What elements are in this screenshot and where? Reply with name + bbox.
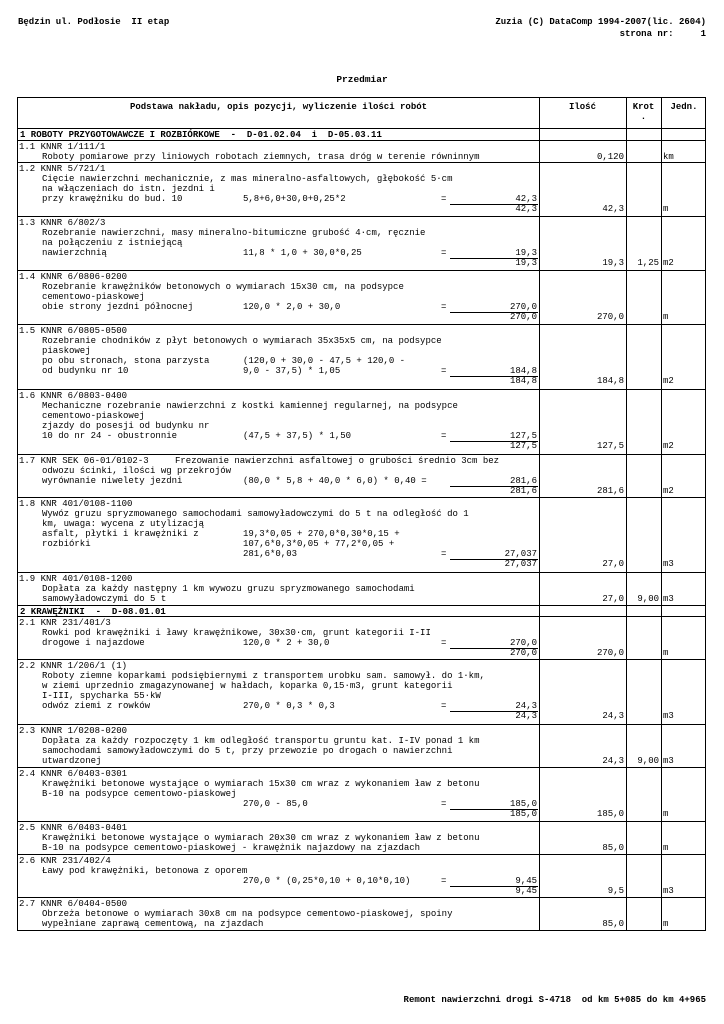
item-desc: Dopłata za każdy rozpoczęty 1 km odległość transportu gruntu kat. I-IV ponad 1 km (42, 736, 480, 746)
column-header-multiplier: Krot (632, 102, 655, 112)
item-equals: = (441, 799, 447, 809)
item-multiplier: 1,25 (637, 258, 659, 268)
item-equals: = (441, 431, 447, 441)
item-code: 2.7 KNNR 6/0404-0500 (19, 899, 128, 909)
item-unit: m3 (663, 756, 674, 766)
item-equals: = (441, 549, 447, 559)
item-multiplier: 9,00 (637, 594, 659, 604)
table-row (18, 389, 705, 451)
item-formula: 9,0 - 37,5) * 1,05 (243, 366, 341, 376)
item-equals: = (441, 248, 447, 258)
item-formula: 107,6*0,3*0,05 + 77,2*0,05 + (243, 539, 395, 549)
item-unit: m (663, 312, 669, 322)
item-subtotal: 185,0 (509, 799, 537, 809)
col-divider-unit (661, 98, 662, 930)
table-row (18, 216, 705, 268)
item-desc: 10 do nr 24 - obustronnie (42, 431, 178, 441)
item-equals: = (441, 366, 447, 376)
item-quantity: 24,3 (602, 756, 624, 766)
item-code: 1.6 KNNR 6/0803-0400 (19, 391, 128, 401)
column-header-quantity: Ilość (568, 102, 596, 112)
item-desc: I-III, spycharka 55·kW (42, 691, 161, 701)
item-total: 9,45 (515, 886, 537, 896)
item-code: 2.1 KNR 231/401/3 (19, 618, 111, 628)
item-total: 24,3 (515, 711, 537, 721)
item-desc: od budynku nr 10 (42, 366, 129, 376)
table-row (18, 767, 705, 819)
item-quantity: 85,0 (602, 919, 624, 929)
item-desc: Mechaniczne rozebranie nawierzchni z kostki kamiennej regularnej, na podsypce (42, 401, 458, 411)
item-desc: Ławy pod krawężniki, betonowa z oporem (42, 866, 248, 876)
item-subtotal: 184,8 (509, 366, 537, 376)
item-equals: = (441, 876, 447, 886)
item-desc: rozbiórki (42, 539, 91, 549)
item-desc: Rozebranie krawężników betonowych o wymiarach 15x30 cm, na podsypce (42, 282, 404, 292)
item-subtotal: 27,037 (504, 549, 537, 559)
item-unit: m (663, 204, 669, 214)
item-quantity: 27,0 (602, 559, 624, 569)
item-desc: zjazdy do posesji od budynku nr (42, 421, 210, 431)
table-row (18, 572, 705, 604)
item-multiplier: 9,00 (637, 756, 659, 766)
header-page-number: strona nr: 1 (619, 29, 706, 39)
item-desc: odwozu ścinki, ilości wg przekrojów (42, 466, 232, 476)
item-subtotal: 42,3 (515, 194, 537, 204)
item-formula: 270,0 - 85,0 (243, 799, 308, 809)
footer-project-title: Remont nawierzchni drogi S-4718 od km 5+085 do km 4+965 (403, 995, 706, 1005)
item-subtotal: 127,5 (509, 431, 537, 441)
item-desc: odwóz ziemi z rowków (42, 701, 151, 711)
header-location: Będzin ul. Podłosie II etap (18, 17, 170, 27)
table-row (18, 324, 705, 386)
item-desc: Krawężniki betonowe wystające o wymiarach 15x30 cm wraz z wykonaniem ław z betonu (42, 779, 480, 789)
item-desc: cementowo-piaskowej (42, 292, 145, 302)
item-desc: Rowki pod krawężniki i ławy krawężnikowe, 30x30·cm, grunt kategorii I-II (42, 628, 431, 638)
item-total: 127,5 (509, 441, 537, 451)
item-desc: Rozebranie chodników z płyt betonowych o wymiarach 35x35x5 cm, na podsypce (42, 336, 442, 346)
item-code: 1.4 KNNR 6/0806-0200 (19, 272, 128, 282)
item-formula: 5,8+6,0+30,0+0,25*2 (243, 194, 346, 204)
item-desc: B-10 na podsypce cementowo-piaskowej (42, 789, 237, 799)
item-desc: w ziemi uprzednio zmagazynowanej w hałdach, koparka 0,15·m3, grunt kategorii (42, 681, 453, 691)
table-row (18, 854, 705, 896)
item-formula: (47,5 + 37,5) * 1,50 (243, 431, 352, 441)
estimate-table (17, 97, 706, 931)
item-desc: wypełniane zaprawą cementową, na zjazdach (42, 919, 264, 929)
table-row (18, 270, 705, 322)
table-row (18, 616, 705, 658)
item-formula: (120,0 + 30,0 - 47,5 + 120,0 - (243, 356, 406, 366)
item-total: 281,6 (509, 486, 537, 496)
item-desc: piaskowej (42, 346, 91, 356)
item-unit: m2 (663, 486, 674, 496)
item-quantity: 127,5 (596, 441, 624, 451)
item-code: 2.5 KNNR 6/0403-0401 (19, 823, 128, 833)
item-desc: na połączeniu z istniejącą (42, 238, 183, 248)
item-quantity: 42,3 (602, 204, 624, 214)
section-row (18, 605, 705, 617)
table-row (18, 162, 705, 214)
item-desc: Obrzeża betonowe o wymiarach 30x8 cm na podsypce cementowo-piaskowej, spoiny (42, 909, 453, 919)
item-code: 2.6 KNR 231/402/4 (19, 856, 111, 866)
column-header-multiplier-dot: . (640, 112, 647, 122)
item-unit: m2 (663, 376, 674, 386)
item-desc: samochodami samowyładowczymi do 5 t, przy przewozie po drogach o nawierzchni (42, 746, 453, 756)
item-desc: cementowo-piaskowej (42, 411, 145, 421)
item-desc: na włączeniach do istn. jezdni i (42, 184, 215, 194)
item-code: 1.1 KNNR 1/111/1 (19, 142, 106, 152)
item-desc: obie strony jezdni północnej (42, 302, 194, 312)
item-code: 2.3 KNNR 1/0208-0200 (19, 726, 128, 736)
section-title: 1 ROBOTY PRZYGOTOWAWCZE I ROZBIÓRKOWE - D-01.02.04 i D-05.03.11 (20, 130, 382, 140)
table-row (18, 140, 705, 162)
item-equals: = (441, 194, 447, 204)
column-header-description: Podstawa nakładu, opis pozycji, wyliczenie ilości robót (129, 102, 428, 112)
item-code: 1.7 KNR SEK 06-01/0102-3 (19, 456, 149, 466)
item-subtotal: 24,3 (515, 701, 537, 711)
item-quantity: 19,3 (602, 258, 624, 268)
item-desc: km, uwaga: wycena z utylizacją (42, 519, 205, 529)
col-divider-qty (539, 98, 540, 930)
item-unit: m3 (663, 711, 674, 721)
item-unit: m (663, 648, 669, 658)
item-subtotal: 19,3 (515, 248, 537, 258)
item-quantity: 184,8 (596, 376, 624, 386)
item-desc: Wywóz gruzu spryzmowanego samochodami samowyładowczymi do 5 t na odległość do 1 (42, 509, 469, 519)
item-formula: (80,0 * 5,8 + 40,0 * 6,0) * 0,40 = (243, 476, 427, 486)
item-quantity: 0,120 (596, 152, 624, 162)
item-total: 27,037 (504, 559, 537, 569)
item-desc: wyrównanie niwelety jezdni (42, 476, 183, 486)
item-desc: utwardzonej (42, 756, 102, 766)
item-subtotal: 270,0 (509, 302, 537, 312)
item-equals: = (441, 701, 447, 711)
table-row (18, 454, 705, 496)
column-header-unit: Jedn. (670, 102, 698, 112)
item-unit: m (663, 809, 669, 819)
item-quantity: 185,0 (596, 809, 624, 819)
section-title: 2 KRAWĘŻNIKI - D-08.01.01 (20, 607, 166, 617)
item-code: 1.3 KNNR 6/802/3 (19, 218, 106, 228)
document-title: Przedmiar (336, 74, 388, 85)
item-total: 42,3 (515, 204, 537, 214)
table-row (18, 724, 705, 766)
item-equals: = (441, 302, 447, 312)
item-desc: przy krawężniku do bud. 10 (42, 194, 183, 204)
item-unit: m3 (663, 559, 674, 569)
item-quantity: 281,6 (596, 486, 624, 496)
item-subtotal: 9,45 (515, 876, 537, 886)
item-desc: Krawężniki betonowe wystające o wymiarach 20x30 cm wraz z wykonaniem ław z betonu (42, 833, 480, 843)
item-total: 185,0 (509, 809, 537, 819)
item-desc: Roboty pomiarowe przy liniowych robotach ziemnych, trasa dróg w terenie równinnym (42, 152, 480, 162)
item-total: 270,0 (509, 312, 537, 322)
table-row (18, 659, 705, 721)
item-subtotal: 270,0 (509, 638, 537, 648)
item-formula: 120,0 * 2,0 + 30,0 (243, 302, 341, 312)
item-code: 2.2 KNNR 1/206/1 (1) (19, 661, 128, 671)
item-formula: 19,3*0,05 + 270,0*0,30*0,15 + (243, 529, 400, 539)
item-code: 1.9 KNR 401/0108-1200 (19, 574, 133, 584)
item-desc: Rozebranie nawierzchni, masy mineralno-bitumiczne grubość 4·cm, ręcznie (42, 228, 426, 238)
item-desc: po obu stronach, stona parzysta (42, 356, 210, 366)
item-unit: km (663, 152, 674, 162)
section-row (18, 128, 705, 140)
item-formula: 281,6*0,03 (243, 549, 298, 559)
item-unit: m (663, 919, 669, 929)
item-desc: nawierzchnią (42, 248, 107, 258)
table-row (18, 497, 705, 569)
item-quantity: 270,0 (596, 648, 624, 658)
item-unit: m (663, 843, 669, 853)
item-subtotal: 281,6 (509, 476, 537, 486)
item-quantity: 9,5 (607, 886, 624, 896)
item-desc: B-10 na podsypce cementowo-piaskowej - krawężnik najazdowy na zjazdach (42, 843, 421, 853)
item-formula: 11,8 * 1,0 + 30,0*0,25 (243, 248, 362, 258)
table-row (18, 821, 705, 853)
item-code: 1.5 KNNR 6/0805-0500 (19, 326, 128, 336)
item-desc: Dopłata za każdy następny 1 km wywozu gruzu spryzmowanego samochodami (42, 584, 415, 594)
item-desc: asfalt, płytki i krawężniki z (42, 529, 199, 539)
item-formula: 120,0 * 2 + 30,0 (243, 638, 330, 648)
item-formula: 270,0 * 0,3 * 0,3 (243, 701, 335, 711)
item-formula: 270,0 * (0,25*0,10 + 0,10*0,10) (243, 876, 411, 886)
item-quantity: 24,3 (602, 711, 624, 721)
item-unit: m2 (663, 258, 674, 268)
item-total: 184,8 (509, 376, 537, 386)
item-desc: samowyładowczymi do 5 t (42, 594, 167, 604)
item-desc: Roboty ziemne koparkami podsiębiernymi z transportem urobku sam. samowył. do 1·km, (42, 671, 485, 681)
table-row (18, 897, 705, 929)
item-desc: Frezowanie nawierzchni asfaltowej o grubości średnio 3cm bez (175, 456, 500, 466)
item-quantity: 27,0 (602, 594, 624, 604)
item-equals: = (441, 638, 447, 648)
item-code: 1.2 KNNR 5/721/1 (19, 164, 106, 174)
item-total: 19,3 (515, 258, 537, 268)
item-quantity: 270,0 (596, 312, 624, 322)
item-code: 2.4 KNNR 6/0403-0301 (19, 769, 128, 779)
item-desc: drogowe i najazdowe (42, 638, 145, 648)
item-desc: Cięcie nawierzchni mechanicznie, z mas mineralno-asfaltowych, głębokość 5·cm (42, 174, 453, 184)
col-divider-krot (626, 98, 627, 930)
item-total: 270,0 (509, 648, 537, 658)
item-unit: m3 (663, 886, 674, 896)
item-code: 1.8 KNR 401/0108-1100 (19, 499, 133, 509)
item-unit: m2 (663, 441, 674, 451)
item-unit: m3 (663, 594, 674, 604)
item-quantity: 85,0 (602, 843, 624, 853)
header-software: Zuzia (C) DataComp 1994-2007(lic. 2604) (495, 17, 706, 27)
